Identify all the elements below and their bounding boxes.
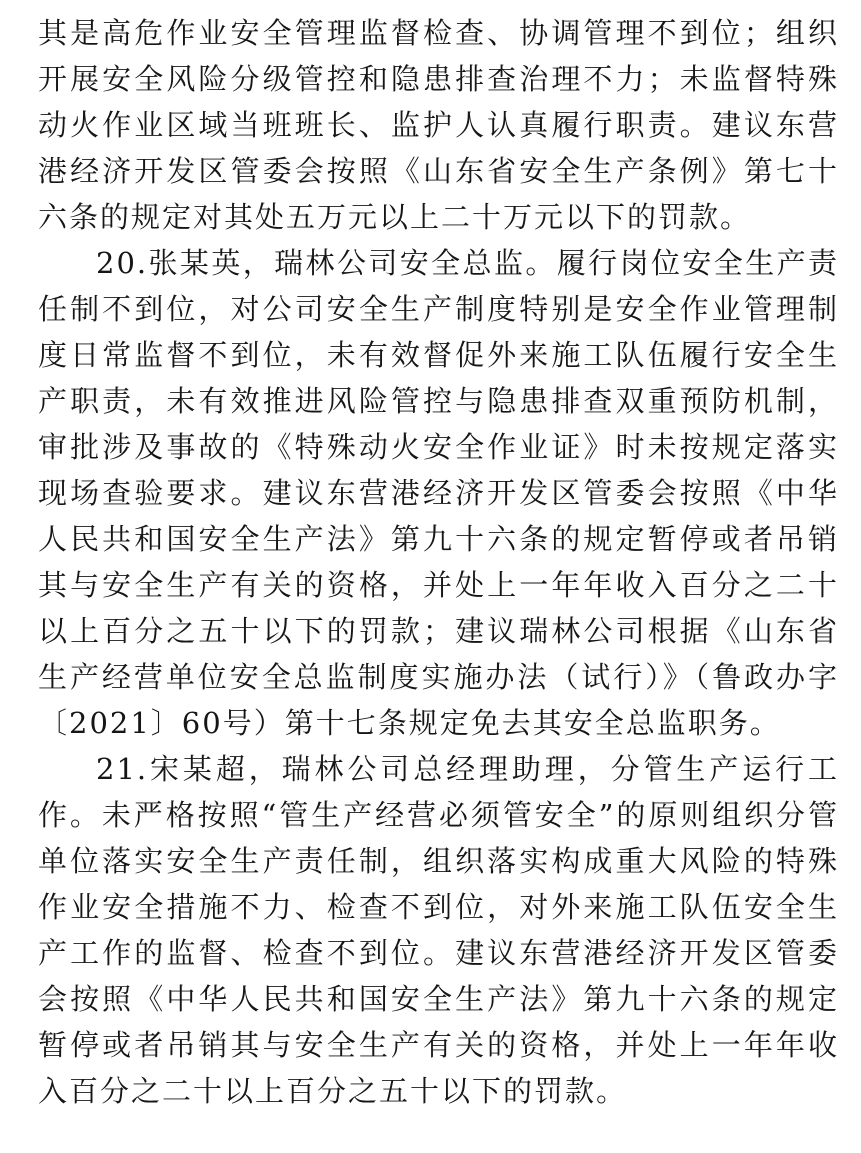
paragraph-item-20: 20.张某英，瑞林公司安全总监。履行岗位安全生产责任制不到位，对公司安全生产制度特别是安全作业管理制度日常监督不到位，未有效督促外来施工队伍履行安全生产职责，未有效推进风险管控与隐患排查双重预防机制，审批涉及事故的《特殊动火安全作业证》时未按规定落实现场查验要求。建议东营港经济开发区管委会按照《中华人民共和国安全生产法》第九十六条的规定暂停或者吊销其与安全生产有关的资格，并处上一年年收入百分之二十以上百分之五十以下的罚款；建议瑞林公司根据《山东省生产经营单位安全总监制度实施办法（试行）》（鲁政办字〔2021〕60号）第十七条规定免去其安全总监职务。: [38, 246, 839, 740]
paragraph-item-21: 21.宋某超，瑞林公司总经理助理，分管生产运行工作。未严格按照“管生产经营必须管安全”的原则组织分管单位落实安全生产责任制，组织落实构成重大风险的特殊作业安全措施不力、检查不到位，对外来施工队伍安全生产工作的监督、检查不到位。建议东营港经济开发区管委会按照《中华人民共和国安全生产法》第九十六条的规定暂停或者吊销其与安全生产有关的资格，并处上一年年收入百分之二十以上百分之五十以下的罚款。: [38, 752, 839, 1108]
paragraph-continuation: 其是高危作业安全管理监督检查、协调管理不到位；组织开展安全风险分级管控和隐患排查治理不力；未监督特殊动火作业区域当班班长、监护人认真履行职责。建议东营港经济开发区管委会按照《山东省安全生产条例》第七十六条的规定对其处五万元以上二十万元以下的罚款。: [38, 16, 839, 234]
